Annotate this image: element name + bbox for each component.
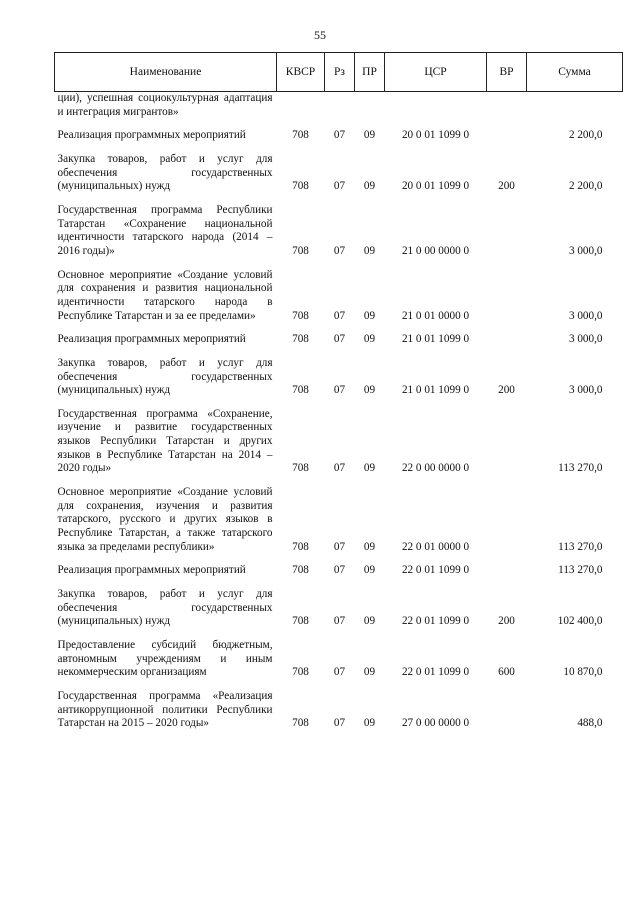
cell-rz: 07 bbox=[333, 309, 346, 322]
cell-name: Закупка товаров, работ и услуг для обеспечения государственных (муниципальных) нужд bbox=[57, 356, 273, 397]
cell-pr: 09 bbox=[363, 615, 376, 628]
cell-pr: 09 bbox=[363, 384, 376, 397]
cell-kvsr: 708 bbox=[292, 180, 309, 193]
cell-csr: 22 0 00 0000 0 bbox=[401, 462, 470, 475]
cell-rz: 07 bbox=[333, 615, 346, 628]
cell-rz: 07 bbox=[333, 717, 346, 730]
cell-rz: 07 bbox=[333, 540, 346, 553]
header-vr: ВР bbox=[487, 53, 527, 92]
cell-sum bbox=[527, 92, 623, 120]
cell-kvsr: 708 bbox=[292, 244, 309, 257]
cell-csr: 21 0 01 1099 0 bbox=[401, 384, 470, 397]
cell-sum: 3 000,0 bbox=[568, 244, 603, 257]
cell-vr bbox=[487, 398, 527, 476]
table-header-row bbox=[55, 53, 623, 92]
cell-sum: 113 270,0 bbox=[558, 462, 603, 475]
table-row bbox=[55, 194, 623, 259]
cell-name: Государственная программа Республики Татарстан «Сохранение национальной идентичности татарского народа (2014 – 2016 годы)» bbox=[57, 203, 273, 257]
table-row bbox=[55, 554, 623, 578]
cell-rz: 07 bbox=[333, 129, 346, 142]
table-row bbox=[55, 259, 623, 324]
cell-csr: 21 0 00 0000 0 bbox=[401, 244, 470, 257]
cell-name: Государственная программа «Сохранение, изучение и развитие государственных языков Республики Татарстан и других языков в Республике Татарстан на 2014 – 2020 годы» bbox=[57, 407, 273, 475]
cell-kvsr: 708 bbox=[292, 615, 309, 628]
header-name: Наименование bbox=[55, 53, 277, 92]
cell-csr: 21 0 01 1099 0 bbox=[401, 333, 470, 346]
cell-kvsr: 708 bbox=[292, 384, 309, 397]
cell-vr bbox=[487, 323, 527, 347]
cell-vr: 200 bbox=[498, 615, 515, 628]
budget-table bbox=[54, 52, 623, 731]
cell-name: Государственная программа «Реализация антикоррупционной политики Республики Татарстан на 2015 – 2020 годы» bbox=[57, 689, 273, 730]
cell-vr bbox=[487, 476, 527, 554]
table-row bbox=[55, 119, 623, 143]
cell-kvsr bbox=[277, 92, 325, 120]
cell-name: Реализация программных мероприятий bbox=[57, 333, 246, 346]
cell-rz: 07 bbox=[333, 564, 346, 577]
cell-csr bbox=[385, 92, 487, 120]
cell-kvsr: 708 bbox=[292, 564, 309, 577]
cell-pr: 09 bbox=[363, 717, 376, 730]
cell-vr: 600 bbox=[498, 666, 515, 679]
cell-pr: 09 bbox=[363, 462, 376, 475]
cell-csr: 20 0 01 1099 0 bbox=[401, 180, 470, 193]
cell-rz: 07 bbox=[333, 666, 346, 679]
cell-csr: 27 0 00 0000 0 bbox=[401, 717, 470, 730]
cell-rz: 07 bbox=[333, 180, 346, 193]
cell-kvsr: 708 bbox=[292, 129, 309, 142]
table-row bbox=[55, 143, 623, 194]
table-body bbox=[55, 92, 623, 731]
cell-sum: 488,0 bbox=[577, 717, 603, 730]
cell-vr bbox=[487, 680, 527, 731]
cell-vr bbox=[487, 92, 527, 120]
cell-vr: 200 bbox=[498, 384, 515, 397]
cell-name: Реализация программных мероприятий bbox=[57, 129, 246, 142]
cell-csr: 20 0 01 1099 0 bbox=[401, 129, 470, 142]
header-csr: ЦСР bbox=[385, 53, 487, 92]
header-sum: Сумма bbox=[527, 53, 623, 92]
cell-sum: 2 200,0 bbox=[568, 180, 603, 193]
cell-vr bbox=[487, 119, 527, 143]
cell-pr: 09 bbox=[363, 244, 376, 257]
header-pr: ПР bbox=[355, 53, 385, 92]
table-row bbox=[55, 476, 623, 554]
cell-sum: 113 270,0 bbox=[558, 540, 603, 553]
cell-kvsr: 708 bbox=[292, 540, 309, 553]
cell-pr bbox=[355, 92, 385, 120]
cell-pr: 09 bbox=[363, 540, 376, 553]
cell-rz bbox=[325, 92, 355, 120]
cell-kvsr: 708 bbox=[292, 309, 309, 322]
cell-sum: 10 870,0 bbox=[563, 666, 603, 679]
cell-pr: 09 bbox=[363, 564, 376, 577]
cell-sum: 113 270,0 bbox=[558, 564, 603, 577]
cell-rz: 07 bbox=[333, 244, 346, 257]
table-row bbox=[55, 578, 623, 629]
cell-sum: 3 000,0 bbox=[568, 309, 603, 322]
cell-csr: 21 0 01 0000 0 bbox=[401, 309, 470, 322]
cell-name: Закупка товаров, работ и услуг для обеспечения государственных (муниципальных) нужд bbox=[57, 588, 273, 628]
cell-sum: 102 400,0 bbox=[557, 615, 603, 628]
table-row bbox=[55, 323, 623, 347]
cell-vr bbox=[487, 194, 527, 259]
cell-csr: 22 0 01 0000 0 bbox=[401, 540, 470, 553]
table-row bbox=[55, 398, 623, 476]
cell-kvsr: 708 bbox=[292, 666, 309, 679]
cell-rz: 07 bbox=[333, 384, 346, 397]
page-number: 55 bbox=[314, 28, 326, 42]
table-row bbox=[55, 629, 623, 680]
header-kvsr: КВСР bbox=[277, 53, 325, 92]
cell-pr: 09 bbox=[363, 180, 376, 193]
cell-rz: 07 bbox=[333, 462, 346, 475]
table-row bbox=[55, 92, 623, 120]
cell-name: Основное мероприятие «Создание условий для сохранения и развития национальной идентичности татарского народа в Республике Татарстан и за ее пределами» bbox=[57, 268, 273, 322]
cell-kvsr: 708 bbox=[292, 333, 309, 346]
cell-name: Предоставление субсидий бюджетным, автономным учреждениям и иным некоммерческим организациям bbox=[57, 639, 273, 679]
cell-csr: 22 0 01 1099 0 bbox=[401, 564, 470, 577]
cell-kvsr: 708 bbox=[292, 717, 309, 730]
table-row bbox=[55, 680, 623, 731]
cell-vr: 200 bbox=[498, 180, 515, 193]
header-rz: Рз bbox=[325, 53, 355, 92]
table-row bbox=[55, 347, 623, 398]
cell-name: Закупка товаров, работ и услуг для обеспечения государственных (муниципальных) нужд bbox=[57, 152, 273, 193]
cell-csr: 22 0 01 1099 0 bbox=[401, 615, 470, 628]
cell-pr: 09 bbox=[363, 333, 376, 346]
cell-name: Реализация программных мероприятий bbox=[57, 564, 246, 577]
cell-vr bbox=[487, 259, 527, 324]
cell-sum: 2 200,0 bbox=[568, 129, 603, 142]
cell-sum: 3 000,0 bbox=[568, 384, 603, 397]
cell-pr: 09 bbox=[363, 309, 376, 322]
cell-pr: 09 bbox=[363, 129, 376, 142]
cell-kvsr: 708 bbox=[292, 462, 309, 475]
cell-name: ции), успешная социокультурная адаптация и интеграция мигрантов» bbox=[57, 92, 273, 118]
cell-rz: 07 bbox=[333, 333, 346, 346]
cell-name: Основное мероприятие «Создание условий для сохранения, изучения и развития татарского, русского и других языков в Республике Татарстан, а также татарского языка за пределами республики» bbox=[57, 486, 273, 553]
cell-vr bbox=[487, 554, 527, 578]
cell-pr: 09 bbox=[363, 666, 376, 679]
cell-csr: 22 0 01 1099 0 bbox=[401, 666, 470, 679]
cell-sum: 3 000,0 bbox=[568, 333, 603, 346]
